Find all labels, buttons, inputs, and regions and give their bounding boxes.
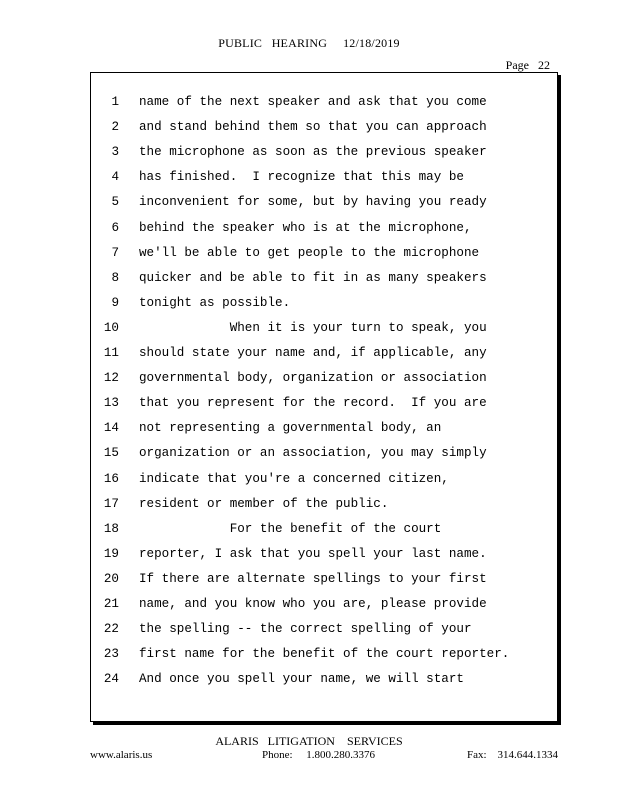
line-text: the microphone as soon as the previous speaker <box>139 145 487 160</box>
line-number: 11 <box>103 346 119 360</box>
line-number: 5 <box>111 195 119 210</box>
line-text: name of the next speaker and ask that you come <box>139 95 487 109</box>
line-text: behind the speaker who is at the microphone, <box>139 220 472 235</box>
line-number: 21 <box>103 597 119 611</box>
line-text: governmental body, organization or association <box>139 371 487 386</box>
line-text: we'll be able to get people to the microphone <box>139 245 480 260</box>
footer-fax: Fax: 314.644.1334 <box>467 749 559 761</box>
line-number: 19 <box>103 546 119 561</box>
line-text: tonight as possible. <box>139 295 291 310</box>
line-number: 14 <box>103 421 119 436</box>
line-text: resident or member of the public. <box>139 496 389 511</box>
line-number: 17 <box>103 496 119 511</box>
line-text: that you represent for the record. If you are <box>139 396 487 411</box>
line-number: 9 <box>111 295 119 310</box>
line-text: first name for the benefit of the court reporter. <box>139 647 510 662</box>
line-number: 10 <box>103 320 119 335</box>
line-number: 16 <box>103 471 119 486</box>
line-text: name, and you know who you are, please provide <box>139 597 487 611</box>
line-text: And once you spell your name, we will start <box>139 672 464 687</box>
line-number: 6 <box>111 220 119 235</box>
footer-company: ALARIS LITIGATION SERVICES <box>215 734 403 748</box>
line-number: 23 <box>103 647 119 662</box>
line-number: 8 <box>111 270 119 285</box>
line-text: the spelling -- the correct spelling of your <box>139 622 472 637</box>
page-number <box>506 58 550 73</box>
footer-phone: Phone: 1.800.280.3376 <box>262 749 376 761</box>
line-number: 20 <box>103 571 119 586</box>
line-number: 2 <box>111 120 119 135</box>
line-text: has finished. I recognize that this may be <box>139 170 464 185</box>
line-text: inconvenient for some, but by having you ready <box>139 195 487 210</box>
line-number: 24 <box>103 672 119 687</box>
line-text: quicker and be able to fit in as many speakers <box>139 270 487 285</box>
line-text: not representing a governmental body, an <box>139 421 442 436</box>
line-text: reporter, I ask that you spell your last name. <box>139 546 487 561</box>
line-text: When it is your turn to speak, you <box>139 320 487 335</box>
line-number: 15 <box>103 446 119 461</box>
page-number-value: 22 <box>538 58 550 72</box>
line-number: 4 <box>111 170 119 185</box>
line-text: If there are alternate spellings to your first <box>139 571 487 586</box>
line-number: 12 <box>103 371 119 386</box>
page-header-title: PUBLIC HEARING 12/18/2019 <box>218 36 400 50</box>
line-number: 18 <box>103 521 119 536</box>
line-number: 1 <box>111 95 119 109</box>
line-number: 22 <box>103 622 119 637</box>
line-text: organization or an association, you may simply <box>139 446 487 461</box>
line-number: 13 <box>103 396 119 411</box>
line-text: For the benefit of the court <box>139 521 442 536</box>
line-text: and stand behind them so that you can approach <box>139 120 487 135</box>
line-number: 3 <box>111 145 119 160</box>
line-number: 7 <box>111 245 119 260</box>
page-label: Page <box>505 58 529 72</box>
line-text: should state your name and, if applicable, any <box>139 346 487 360</box>
footer-website: www.alaris.us <box>90 749 153 761</box>
line-text: indicate that you're a concerned citizen, <box>139 471 449 486</box>
